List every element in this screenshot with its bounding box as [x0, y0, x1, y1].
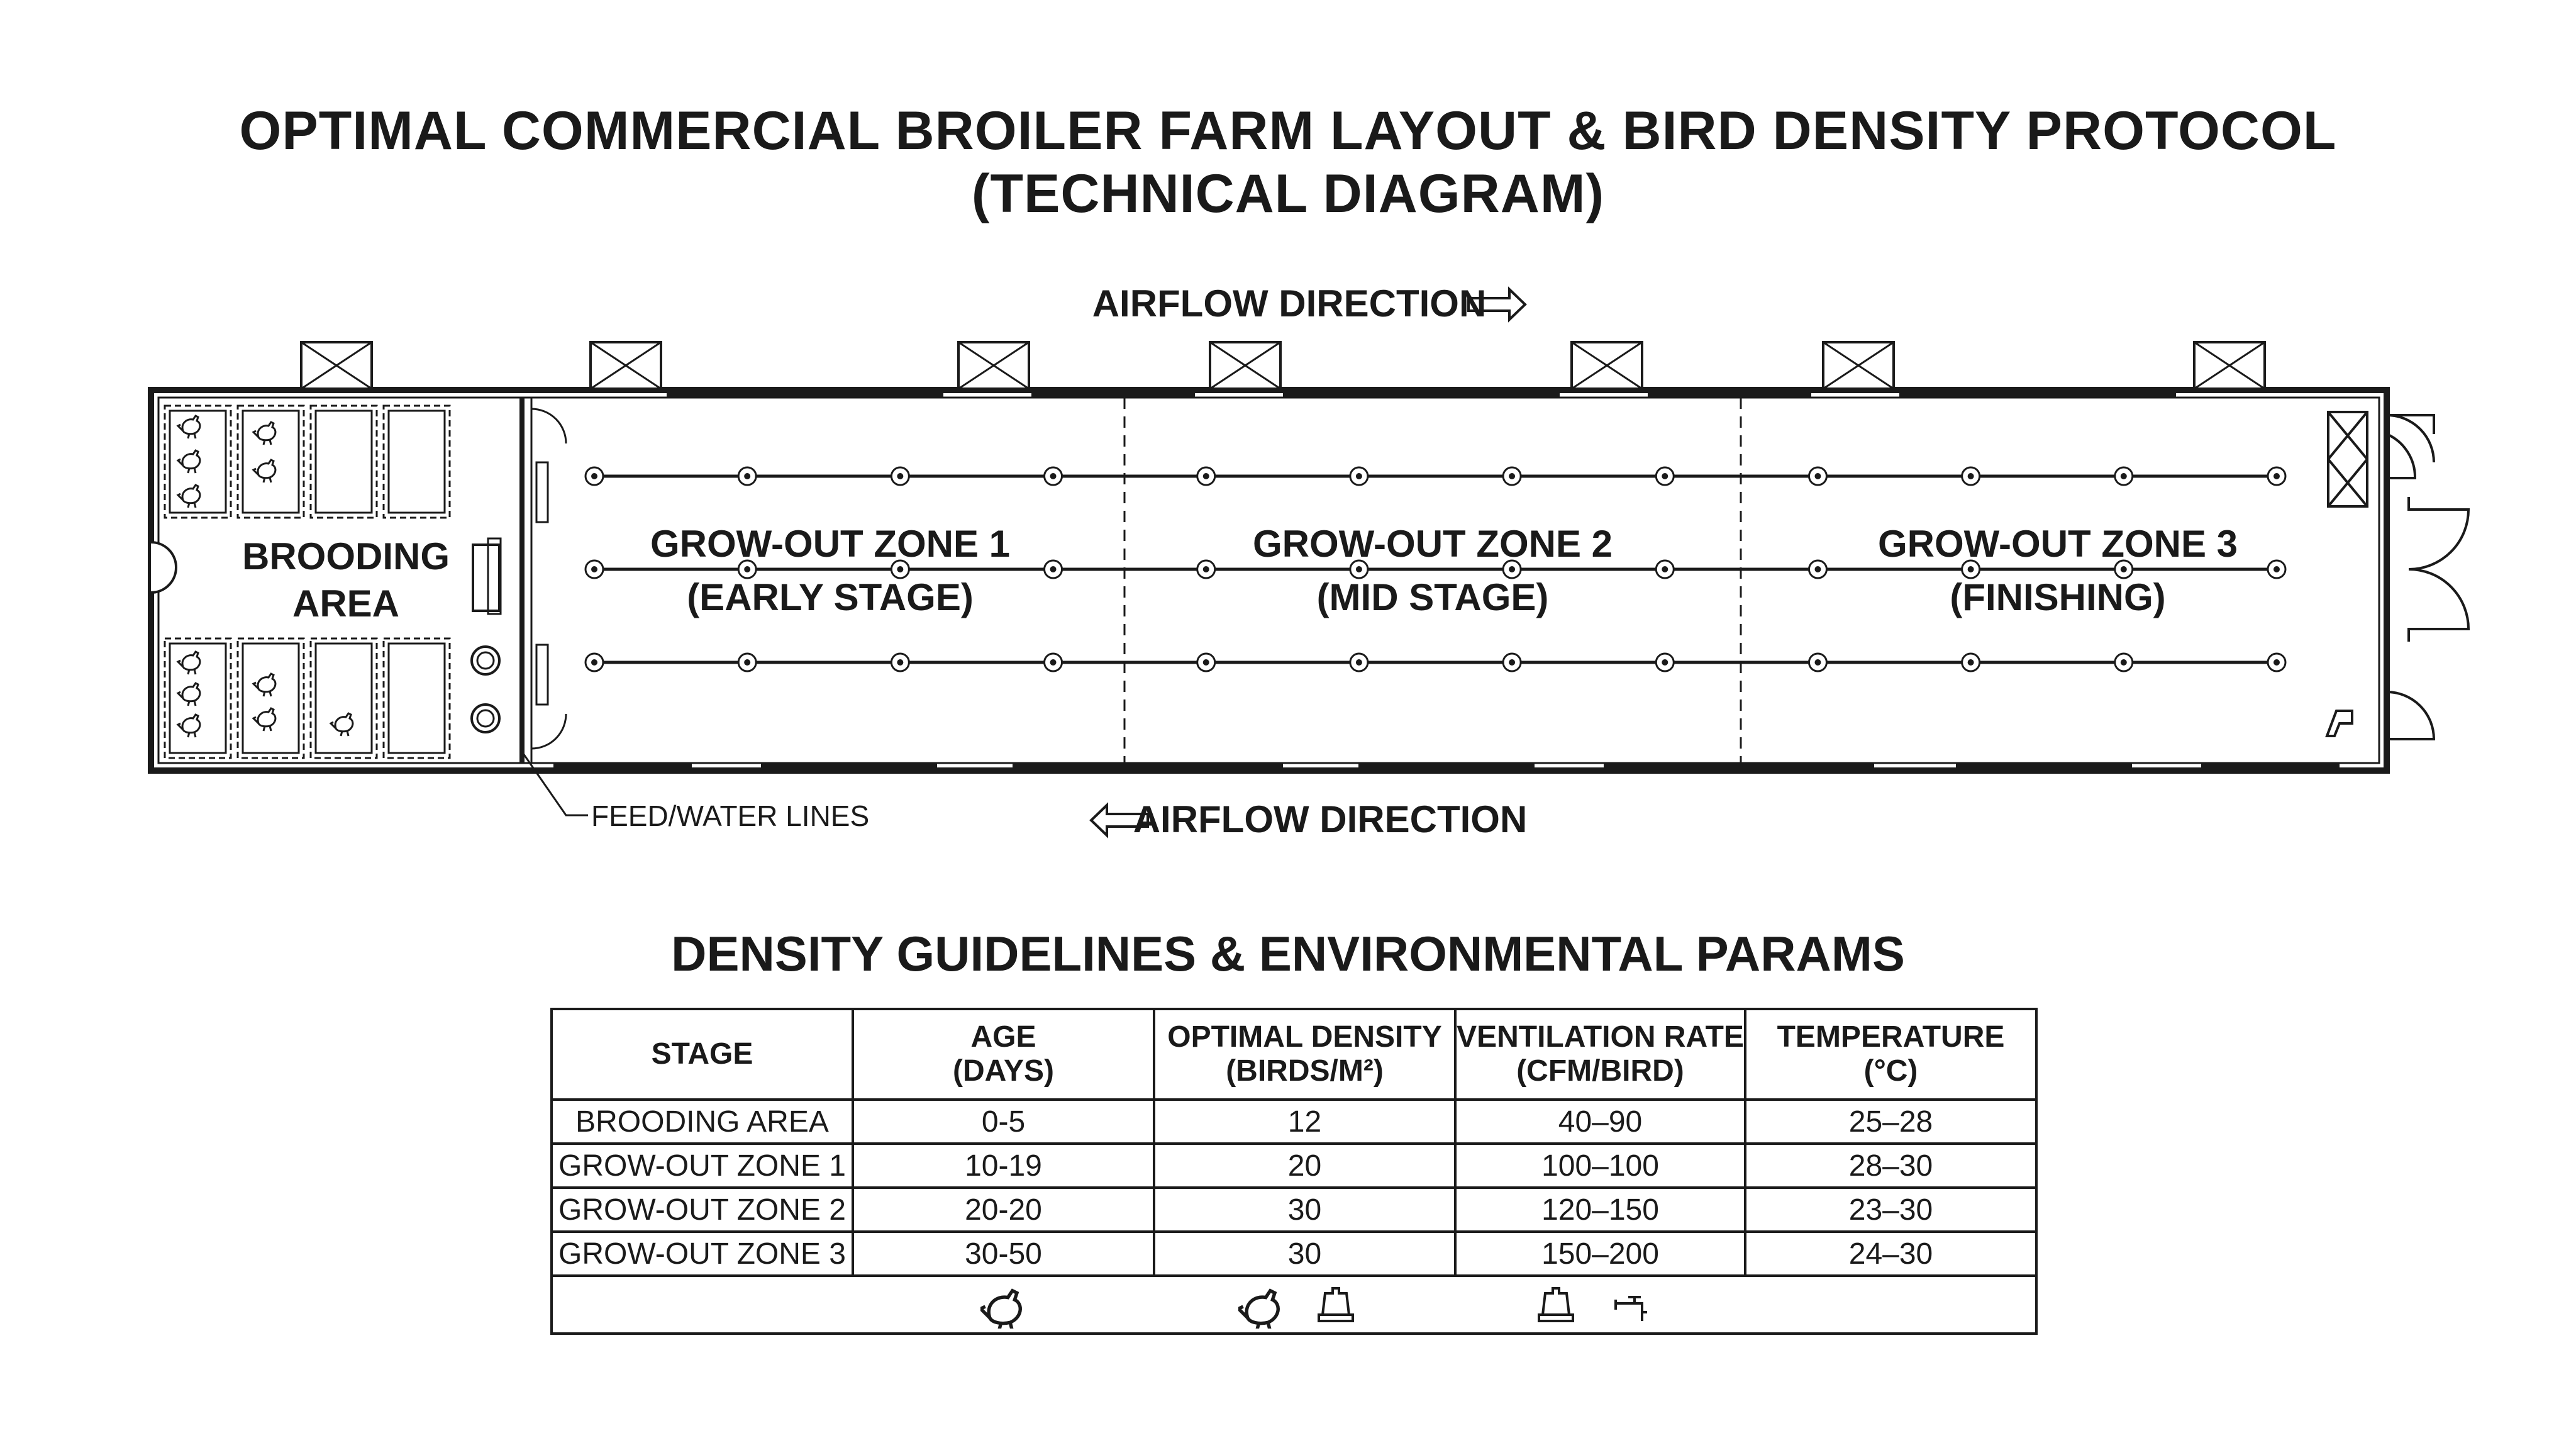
zone1-sublabel: (EARLY STAGE) — [687, 576, 974, 618]
brooding-label-2: AREA — [292, 582, 400, 625]
diagram-title: OPTIMAL COMMERCIAL BROILER FARM LAYOUT & BIRD DENSITY PROTOCOL — [239, 101, 2337, 161]
feeder-nipple-icon — [1656, 560, 1674, 578]
cell-stage: GROW-OUT ZONE 2 — [552, 1188, 853, 1232]
header-ventilation: VENTILATION RATE (CFM/BIRD) — [1455, 1009, 1745, 1100]
feeder-nipple-icon — [891, 467, 909, 485]
table-row — [552, 1188, 2036, 1232]
zone2-label: GROW-OUT ZONE 2 — [1252, 523, 1613, 565]
water-tap-icon — [1609, 1285, 1653, 1329]
feeder-nipple-icon — [738, 467, 756, 485]
cell-density: 20 — [1154, 1144, 1455, 1188]
header-density: OPTIMAL DENSITY (BIRDS/M²) — [1154, 1009, 1455, 1100]
feeder-nipple-icon — [2268, 654, 2285, 671]
table-row — [552, 1232, 2036, 1276]
header-age: AGE (DAYS) — [853, 1009, 1154, 1100]
feeder-nipple-icon — [1197, 560, 1215, 578]
params-table — [550, 1008, 2038, 1335]
feeder-nipple-icon — [738, 654, 756, 671]
cell-age: 0-5 — [853, 1100, 1154, 1144]
zone3-label: GROW-OUT ZONE 3 — [1877, 523, 2238, 565]
feeder-nipple-icon — [1809, 654, 1826, 671]
feeder-nipple-icon — [2115, 654, 2133, 671]
feeder-nipple-icon — [2268, 467, 2285, 485]
feeder-nipple-icon — [1350, 654, 1368, 671]
feeder-nipple-icon — [586, 654, 603, 671]
heater-icon — [473, 545, 499, 611]
control-panel-icon — [2328, 412, 2367, 506]
feeder-nipple-icon — [1045, 467, 1062, 485]
cell-density: 30 — [1154, 1188, 1455, 1232]
cell-temperature: 25–28 — [1745, 1100, 2036, 1144]
brooding-side-door — [151, 542, 176, 593]
feeder-nipple-icon — [1503, 654, 1521, 671]
feeder-nipple-icon — [1962, 467, 1980, 485]
feeder-nipple-icon — [891, 654, 909, 671]
cell-ventilation: 40–90 — [1455, 1100, 1745, 1144]
feeder-nipple-icon — [586, 560, 603, 578]
zone3-sublabel: (FINISHING) — [1950, 576, 2166, 618]
header-stage: STAGE — [552, 1009, 853, 1100]
cell-stage: BROODING AREA — [552, 1100, 853, 1144]
cell-ventilation: 150–200 — [1455, 1232, 1745, 1276]
cell-temperature: 28–30 — [1745, 1144, 2036, 1188]
feed-water-tanks-icon — [472, 647, 499, 732]
cell-temperature: 23–30 — [1745, 1188, 2036, 1232]
feeder-nipple-icon — [1197, 467, 1215, 485]
cell-stage: GROW-OUT ZONE 3 — [552, 1232, 853, 1276]
airflow-label-bottom: AIRFLOW DIRECTION — [1133, 798, 1528, 840]
feeder-nipple-icon — [1656, 654, 1674, 671]
feeder-nipple-icon — [1197, 654, 1215, 671]
zone1-label: GROW-OUT ZONE 1 — [650, 523, 1011, 565]
feed-water-lines-callout: FEED/WATER LINES — [591, 800, 870, 832]
table-row — [552, 1100, 2036, 1144]
cell-age: 20-20 — [853, 1188, 1154, 1232]
feeder-nipple-icon — [2115, 467, 2133, 485]
table-icon-row — [552, 1276, 2036, 1334]
feeder-nipple-icon — [1045, 560, 1062, 578]
airflow-label-top: AIRFLOW DIRECTION — [1092, 282, 1487, 325]
cell-density: 12 — [1154, 1100, 1455, 1144]
hen-icon — [980, 1285, 1031, 1329]
brooding-label-1: BROODING — [242, 535, 450, 577]
cell-ventilation: 120–150 — [1455, 1188, 1745, 1232]
feeder-nipple-icon — [1045, 654, 1062, 671]
feeder-nipple-icon — [1350, 467, 1368, 485]
diagram-subtitle: (TECHNICAL DIAGRAM) — [971, 164, 1605, 224]
cell-ventilation: 100–100 — [1455, 1144, 1745, 1188]
feeder-icon — [1314, 1285, 1358, 1329]
cell-stage: GROW-OUT ZONE 1 — [552, 1144, 853, 1188]
cell-temperature: 24–30 — [1745, 1232, 2036, 1276]
feeder-nipple-icon — [586, 467, 603, 485]
cell-age: 10-19 — [853, 1144, 1154, 1188]
table-header-row — [552, 1009, 2036, 1100]
exhaust-fans — [301, 342, 2265, 389]
table-title: DENSITY GUIDELINES & ENVIRONMENTAL PARAMS — [671, 926, 1905, 981]
water-tap-icon — [2327, 711, 2352, 736]
cell-age: 30-50 — [853, 1232, 1154, 1276]
feeder-nipple-icon — [1962, 654, 1980, 671]
table-row — [552, 1144, 2036, 1188]
zone2-sublabel: (MID STAGE) — [1316, 576, 1549, 618]
feed-lines — [594, 476, 2277, 662]
end-doors — [2387, 415, 2468, 739]
brooding-pens — [165, 406, 450, 758]
hen-icon — [1238, 1285, 1289, 1329]
feeder-nipple-icon — [1503, 467, 1521, 485]
feeder-icon — [1534, 1285, 1578, 1329]
feeder-nipple-icon — [1809, 560, 1826, 578]
feeder-nipple-icon — [1809, 467, 1826, 485]
cell-density: 30 — [1154, 1232, 1455, 1276]
header-temperature: TEMPERATURE (°C) — [1745, 1009, 2036, 1100]
feeder-nipple-icon — [2268, 560, 2285, 578]
feeder-nipple-icon — [1656, 467, 1674, 485]
